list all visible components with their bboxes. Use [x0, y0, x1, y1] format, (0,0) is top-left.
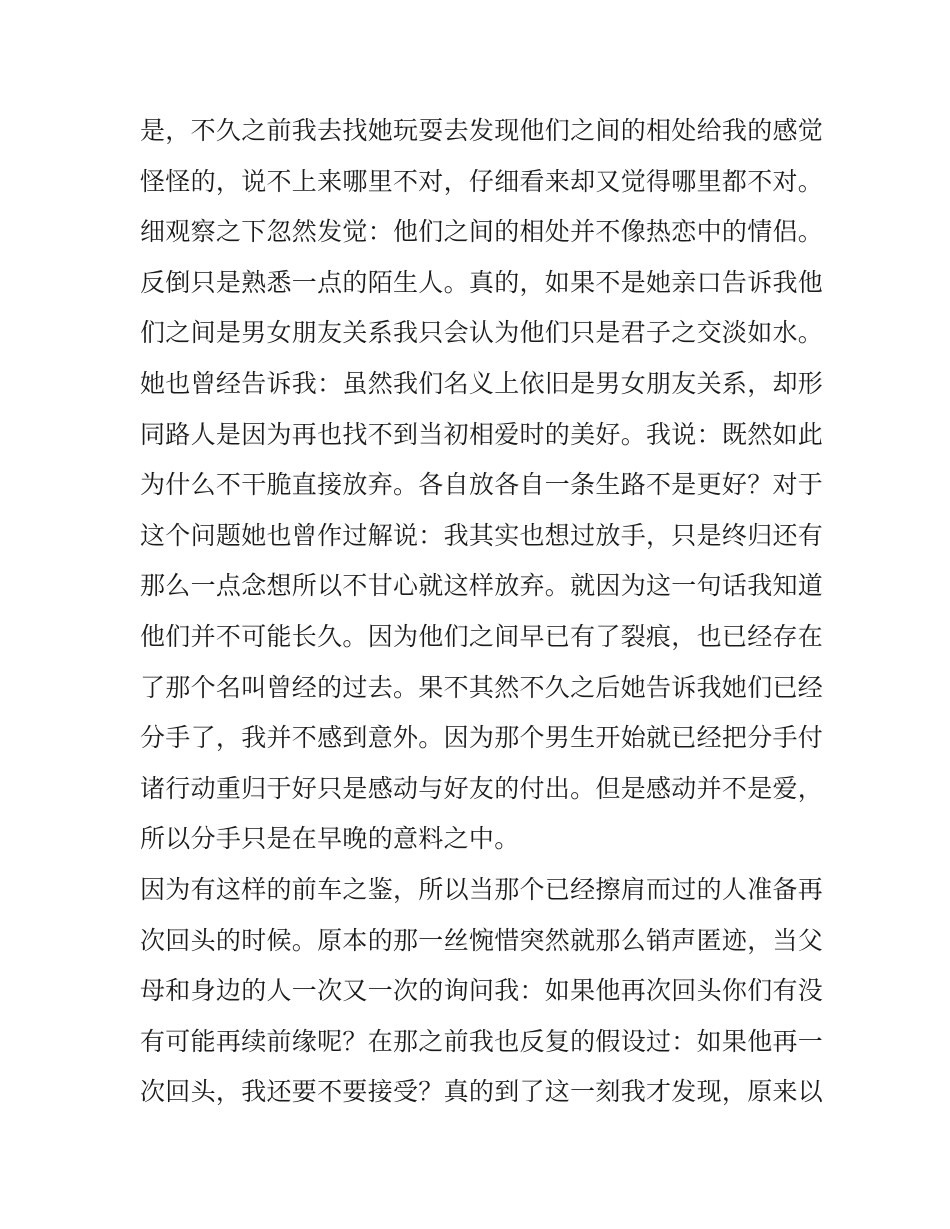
- text-line: 们之间是男女朋友关系我只会认为他们只是君子之交淡如水。: [140, 318, 824, 348]
- text-line: 因为有这样的前车之鉴，所以当那个已经擦肩而过的人准备再: [140, 874, 824, 904]
- text-line: 这个问题她也曾作过解说：我其实也想过放手，只是终归还有: [140, 520, 824, 550]
- text-line: 反倒只是熟悉一点的陌生人。真的，如果不是她亲口告诉我他: [140, 267, 824, 297]
- text-line: 细观察之下忽然发觉：他们之间的相处并不像热恋中的情侣。: [140, 217, 824, 247]
- text-line: 了那个名叫曾经的过去。果不其然不久之后她告诉我她们已经: [140, 672, 824, 702]
- text-line: 他们并不可能长久。因为他们之间早已有了裂痕，也已经存在: [140, 621, 824, 651]
- text-line: 她也曾经告诉我：虽然我们名义上依旧是男女朋友关系，却形: [140, 368, 824, 398]
- text-line: 母和身边的人一次又一次的询问我：如果他再次回头你们有没: [140, 976, 824, 1006]
- body-text: [140, 106, 824, 1118]
- text-line: 分手了，我并不感到意外。因为那个男生开始就已经把分手付: [140, 723, 824, 753]
- text-line: 那么一点念想所以不甘心就这样放弃。就因为这一句话我知道: [140, 571, 824, 601]
- text-line: 诸行动重归于好只是感动与好友的付出。但是感动并不是爱，: [140, 773, 824, 803]
- text-line: 有可能再续前缘呢？在那之前我也反复的假设过：如果他再一: [140, 1026, 824, 1056]
- text-line: 是，不久之前我去找她玩耍去发现他们之间的相处给我的感觉: [140, 116, 824, 145]
- text-line: 为什么不干脆直接放弃。各自放各自一条生路不是更好？对于: [140, 470, 824, 500]
- text-line: 次回头，我还要不要接受？真的到了这一刻我才发现，原来以: [140, 1077, 824, 1107]
- text-line: 怪怪的，说不上来哪里不对，仔细看来却又觉得哪里都不对。: [140, 166, 824, 196]
- text-line: 次回头的时候。原本的那一丝惋惜突然就那么销声匿迹，当父: [140, 925, 824, 955]
- text-line: 所以分手只是在早晚的意料之中。: [140, 824, 520, 854]
- text-line: 同路人是因为再也找不到当初相爱时的美好。我说：既然如此: [140, 419, 824, 449]
